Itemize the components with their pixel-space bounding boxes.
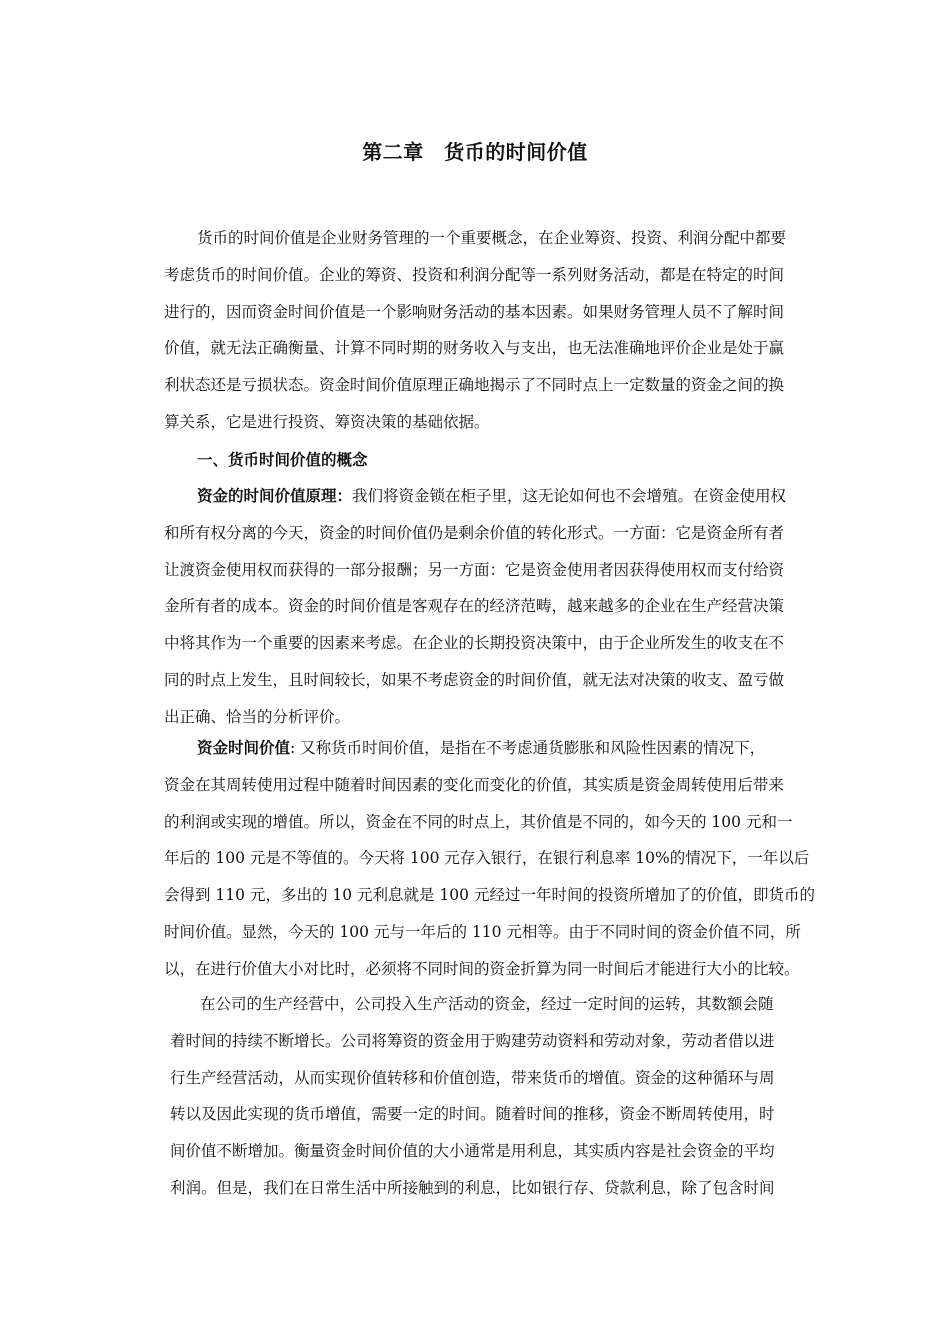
process-paragraph: [164, 986, 844, 1207]
paragraph-line: 金所有者的成本。资金的时间价值是客观存在的经济范畴，越来越多的企业在生产经营决策: [164, 597, 785, 616]
section-heading-block: [164, 442, 844, 479]
paragraph-line: 进行的，因而资金时间价值是一个影响财务活动的基本因素。如果财务管理人员不了解时间: [164, 302, 785, 321]
paragraph-line: 让渡资金使用权而获得的一部分报酬；另一方面：它是资金使用者因获得使用权而支付给资: [164, 560, 785, 579]
paragraph-line: 和所有权分离的今天，资金的时间价值仍是剩余价值的转化形式。一方面：它是资金所有者: [164, 523, 785, 542]
paragraph-line: 的利润或实现的增值。所以，资金在不同的时点上，其价值是不同的，如今天的 100 元和一: [164, 812, 793, 831]
paragraph-first-line: [164, 730, 844, 767]
principle-paragraph: [164, 478, 844, 736]
paragraph-line: 算关系，它是进行投资、筹资决策的基础依据。: [164, 412, 490, 431]
chapter-title: 第二章 货币的时间价值: [362, 140, 588, 164]
paragraph-text: 我们将资金锁在柜子里，这无论如何也不会增殖。在资金使用权: [352, 487, 787, 505]
paragraph-text: : 又称货币时间价值，是指在不考虑通货膨胀和风险性因素的情况下，: [290, 739, 766, 757]
paragraph-line: 间价值不断增加。衡量资金时间价值的大小通常是用利息，其实质内容是社会资金的平均: [170, 1142, 775, 1161]
paragraph-line: 转以及因此实现的货币增值，需要一定的时间。随着时间的推移，资金不断周转使用，时: [170, 1105, 775, 1124]
paragraph-line: 资金在其周转使用过程中随着时间因素的变化而变化的价值，其实质是资金周转使用后带来: [164, 775, 785, 794]
paragraph-line: 同的时点上发生，且时间较长，如果不考虑资金的时间价值，就无法对决策的收支、盈亏做: [164, 670, 785, 689]
paragraph-line: 时间价值。显然，今天的 100 元与一年后的 110 元相等。由于不同时间的资金价值不同，所: [164, 922, 801, 941]
section-heading: 一、货币时间价值的概念: [197, 451, 368, 469]
paragraph-line: 着时间的持续不断增长。公司将筹资的资金用于购建劳动资料和劳动对象，劳动者借以进: [170, 1031, 775, 1050]
paragraph-line: 中将其作为一个重要的因素来考虑。在企业的长期投资决策中，由于企业所发生的收支在不: [164, 634, 785, 653]
paragraph-first-line: [164, 478, 844, 515]
paragraph-line: 利状态还是亏损状态。资金时间价值原理正确地揭示了不同时点上一定数量的资金之间的换: [164, 376, 785, 395]
paragraph-line: 出正确、恰当的分析评价。: [164, 707, 351, 726]
paragraph-line: 行生产经营活动，从而实现价值转移和价值创造，带来货币的增值。资金的这种循环与周: [170, 1068, 775, 1087]
paragraph-line: 价值，就无法正确衡量、计算不同时期的财务收入与支出，也无法准确地评价企业是处于赢: [164, 339, 785, 358]
paragraph-line: 以，在进行价值大小对比时，必须将不同时间的资金折算为同一时间后才能进行大小的比较。: [164, 959, 800, 978]
paragraph-line: 考虑货币的时间价值。企业的筹资、投资和利润分配等一系列财务活动，都是在特定的时间: [164, 265, 785, 284]
principle-term: 资金的时间价值原理：: [197, 487, 353, 505]
value-term: 资金时间价值: [197, 739, 291, 757]
paragraph-line: 利润。但是，我们在日常生活中所接触到的利息，比如银行存、贷款利息，除了包含时间: [170, 1178, 775, 1197]
paragraph-line: 货币的时间价值是企业财务管理的一个重要概念，在企业筹资、投资、利润分配中都要: [197, 229, 787, 247]
paragraph-line: 会得到 110 元，多出的 10 元利息就是 100 元经过一年时间的投资所增加了的价值，即货币的: [164, 886, 815, 905]
intro-paragraph: [164, 220, 844, 441]
paragraph-line: 年后的 100 元是不等值的。今天将 100 元存入银行，在银行利息率 10%的情况下，一年以后: [164, 849, 810, 868]
value-definition-paragraph: [164, 730, 844, 988]
paragraph-line: 在公司的生产经营中，公司投入生产活动的资金，经过一定时间的运转，其数额会随: [200, 995, 774, 1013]
